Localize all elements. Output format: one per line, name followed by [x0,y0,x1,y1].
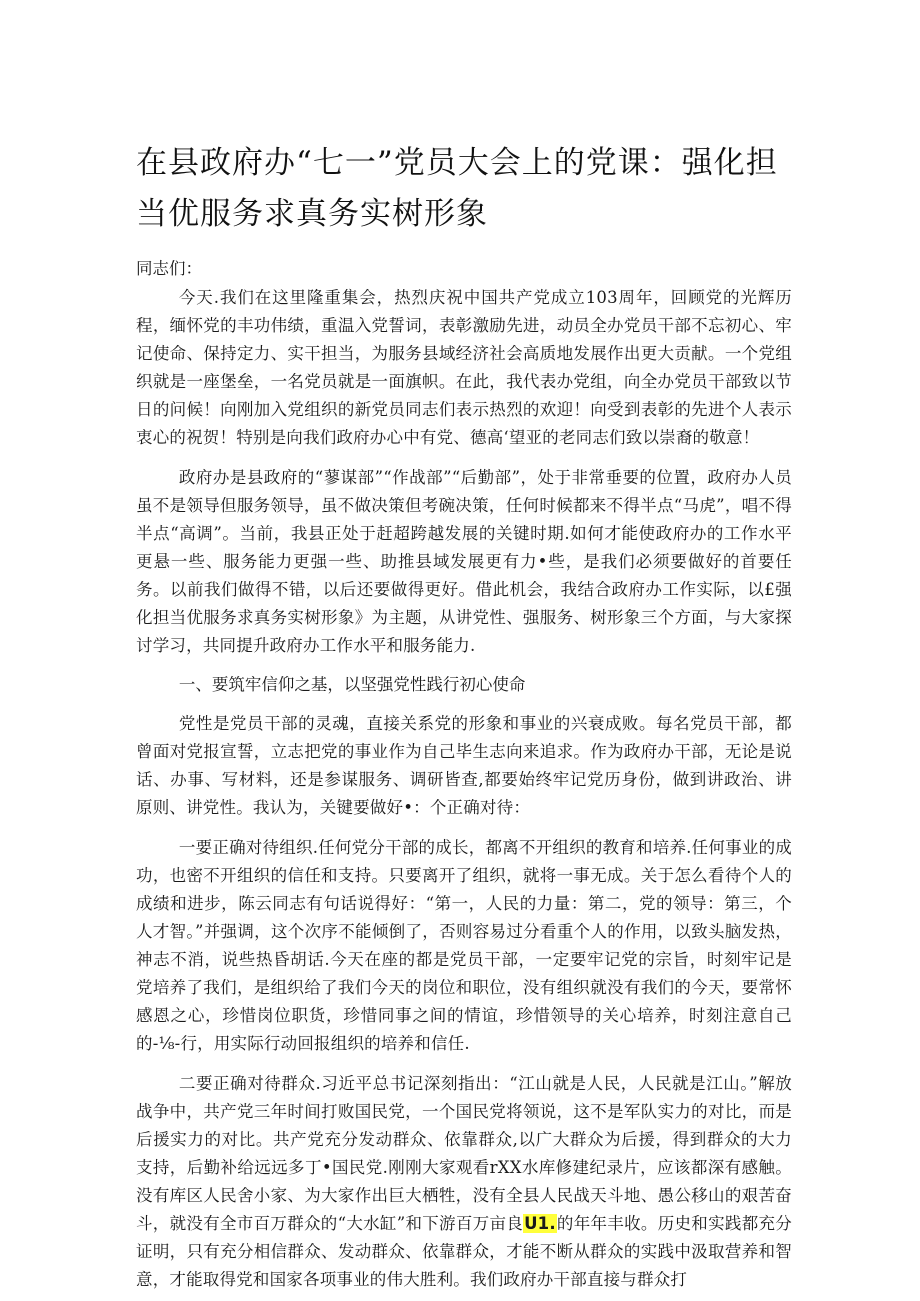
salutation: 同志们： [136,259,202,278]
document-title: 在县政府办“七一”党员大会上的党课：强化担当优服务求真务实树形象 [136,145,778,232]
paragraph-5 [136,1070,792,1294]
paragraph-4: 一要正确对待组织.任何党分干部的成长，都离不开组织的教育和培养.任何事业的成功，也密不开组织的信任和支持。只要离开了组织，就将一事无成。关于怎么看待个人的成绩和进步，陈云同志有句话说得好：“第一，人民的力量：第二，党的领导：第三，个人才智。”并强调，这个次序不能倾倒了，否则容易过分看重个人的作用，以致头脑发热，神志不消，说些热昏胡话.今天在座的都是党员干部，一定要牢记党的宗旨，时刻牢记是党培养了我们，是组织给了我们今天的岗位和职位，没有组织就没有我们的今天，要常怀感恩之心，珍惜岗位职货，珍惜同事之间的情谊，珍惜领导的关心培养，时刻注意自己的-⅛-行，用实际行动回报组织的培养和信任. [136,838,792,1053]
paragraph-5-text-before: 二要正确对待群众.习近平总书记深刻指出：“江山就是人民，人民就是江山。”解放战争中，共产党三年时间打败国民党，一个国民党将领说，这不是军队实力的对比，而是后援实力的对比。共产党充分发动群众、依靠群众,以广大群众为后援，得到群众的大力支持，后勤补给远远多丁•国民党.刚刚大家观看rXX水库修建纪录片，应该都深有感触。没有库区人民舍小家、为大家作出巨大栖牲，没有全县人民战天斗地、愚公移山的艰苦奋斗，就没有全市百万群众的“大水缸”和下游百万亩良 [136,1074,792,1233]
document-page [136,138,792,1294]
paragraph-5-text-after: 的年年丰收。历史和实践都充分证明，只有充分相信群众、发动群众、依靠群众，才能不断从群众的实践中汲取营养和智意，才能取得党和国家各项事业的伟大胜利。我们政府办干部直接与群众打 [136,1214,792,1289]
paragraph-3: 党性是党员干部的灵魂，直接关系党的形象和事业的兴衰成败。每名党员干部，都曾面对党报宣誓，立志把党的事业作为自己毕生志向来追求。作为政府办干部，无论是说话、办事、写材料，还是参谋服务、调研皆查,都要始终牢记党历身份，做到讲政治、讲原则、讲党性。我认为，关键要做好•：个正确对待： [136,714,792,817]
section-heading-1: 一、要筑牢信仰之基，以坚强党性践行初心使命 [178,675,526,694]
paragraph-1: 今天.我们在这里隆重集会，热烈庆祝中国共产党成立103周年，回顾党的光辉历程，缅怀党的丰功伟绩，重温入党誓词，表彰激励先进，动员全办党员干部不忘初心、牢记使命、保持定力、实干担当，为服务县域经济社会高质地发展作出更大贡献。一个党组织就是一座堡垒，一名党员就是一面旗帜。在此，我代表办党组，向全办党员干部致以节日的问候！向刚加入党组织的新党员同志们表示热烈的欢迎！向受到表彰的先进个人表示衷心的祝贺！特别是向我们政府办心中有党、德高‘望亚的老同志们致以崇裔的敬意！ [136,288,792,447]
paragraph-2: 政府办是县政府的“蓼谋部”“作战部”“后勤部”，处于非常垂要的位置，政府办人员虽不是领导但服务领导，虽不做决策但考碗决策，任何时候都来不得半点“马虎”，唱不得半点“高调”。当前，我县正处于赶超跨越发展的关键时期.如何才能使政府办的工作水平更悬一些、服务能力更强一些、助推县域发展更有力•些，是我们必须要做好的首要任务。以前我们做得不错，以后还要做得更好。借此机会，我结合政府办工作实际，以£强化担当优服务求真务实树形象》为主题，从讲党性、强服务、树形象三个方面，与大家探讨学习，共同提升政府办工作水平和服务能力. [136,468,792,655]
highlighted-text: U1. [524,1214,556,1233]
